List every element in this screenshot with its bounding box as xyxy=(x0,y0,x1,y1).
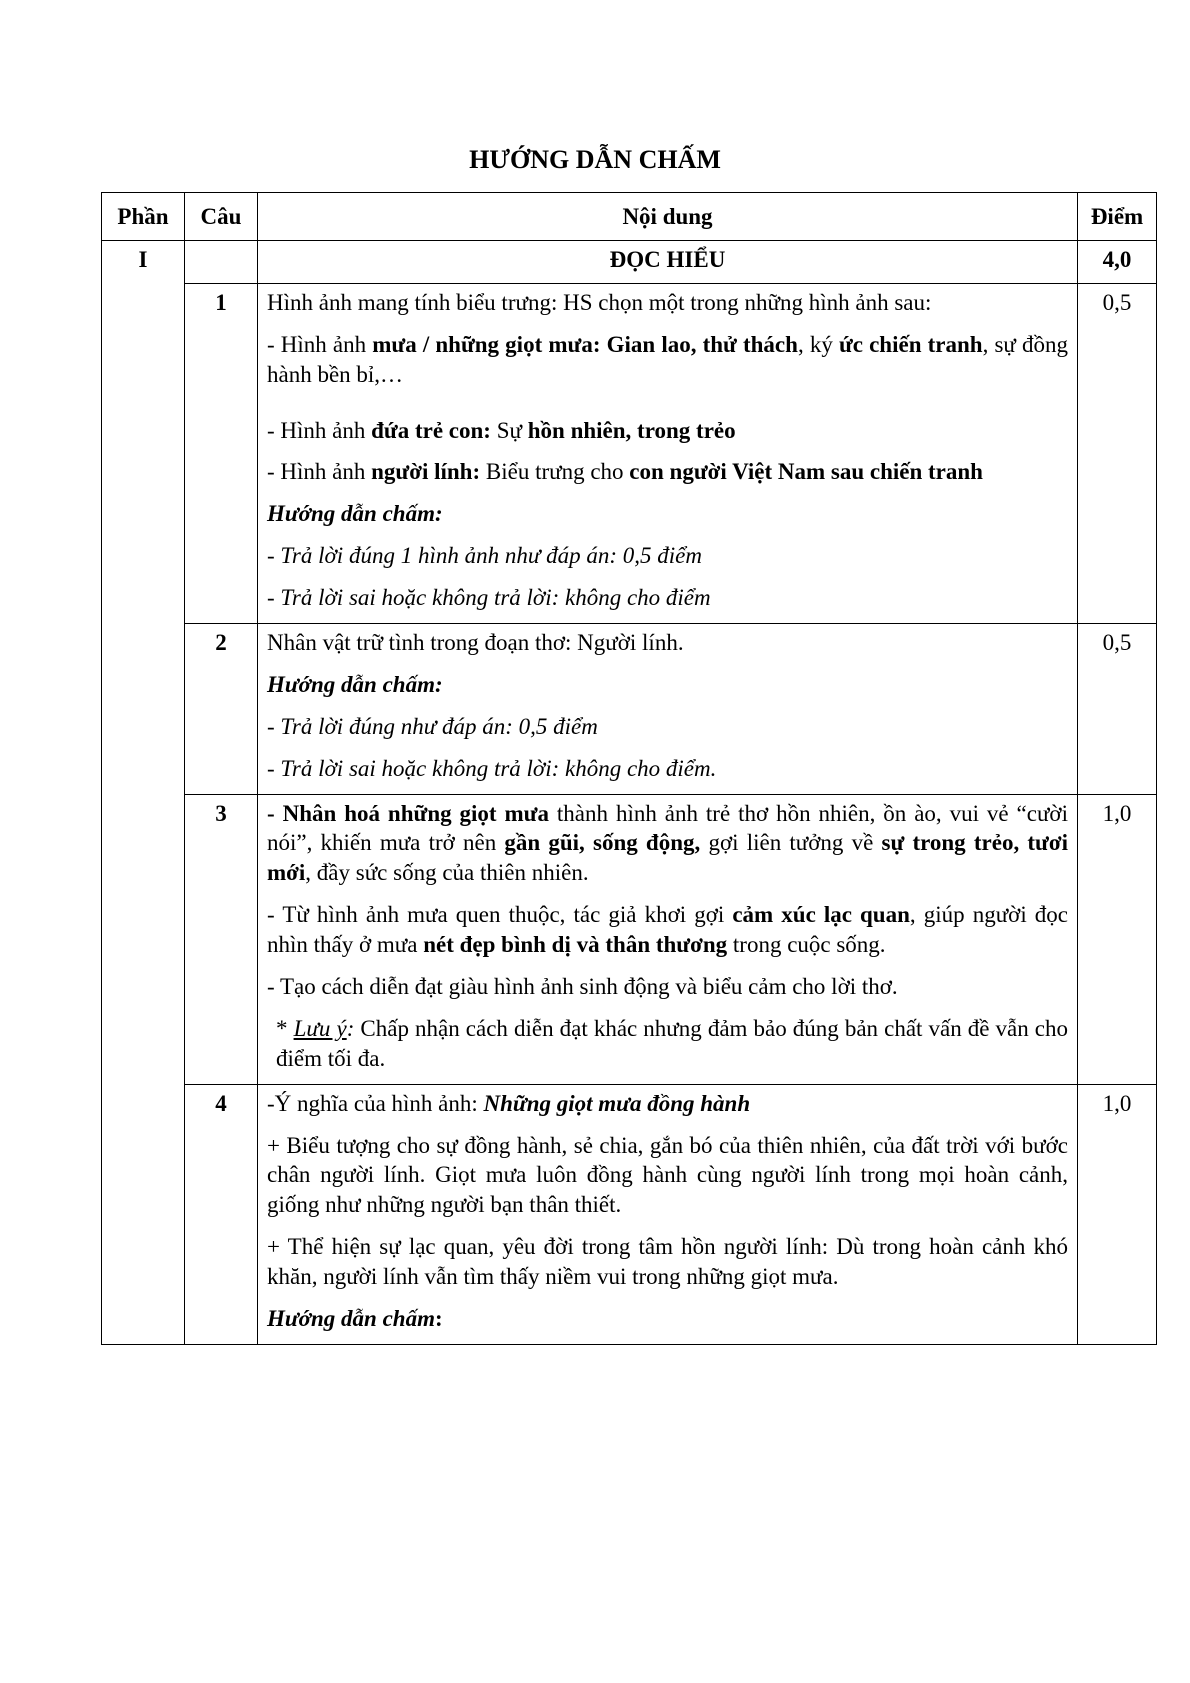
table-row-q1 xyxy=(102,283,1157,623)
table-row-q3 xyxy=(102,794,1157,1084)
q1-guide-2: - Trả lời sai hoặc không trả lời: không cho điểm xyxy=(267,585,711,611)
q3-content xyxy=(258,794,1078,1084)
section-cau-empty xyxy=(185,241,258,284)
q3-point-2: - Từ hình ảnh mưa quen thuộc, tác giả khơi gợi cảm xúc lạc quan, giúp người đọc nhìn thấy ở mưa nét đẹp bình dị và thân thương trong cuộc sống. xyxy=(267,902,1068,958)
q1-number: 1 xyxy=(185,283,258,623)
q1-score: 0,5 xyxy=(1078,283,1157,623)
section-diem: 4,0 xyxy=(1078,241,1157,284)
q2-guide-1: - Trả lời đúng như đáp án: 0,5 điểm xyxy=(267,713,598,739)
table-row-q4 xyxy=(102,1084,1157,1344)
section-row xyxy=(102,241,1157,284)
page-title: HƯỚNG DẪN CHẤM xyxy=(469,145,721,174)
q4-content xyxy=(258,1084,1078,1344)
q1-bullet-soldier: - Hình ảnh người lính: Biểu trưng cho con người Việt Nam sau chiến tranh xyxy=(267,459,983,485)
q3-note: * Lưu ý: Chấp nhận cách diễn đạt khác nhưng đảm bảo đúng bản chất vấn đề vẫn cho điểm tối đa. xyxy=(276,1015,1069,1071)
q2-content xyxy=(258,624,1078,795)
section-phan: I xyxy=(102,241,185,1345)
q3-point-1: - Nhân hoá những giọt mưa thành hình ảnh trẻ thơ hồn nhiên, ồn ào, vui vẻ “cười nói”, khiến mưa trở nên gần gũi, sống động, gợi liên tưởng về sự trong trẻo, tươi mới, đầy sức sống của thiên nhiên. xyxy=(267,800,1068,886)
table-row-q2 xyxy=(102,624,1157,795)
q4-number: 4 xyxy=(185,1084,258,1344)
q1-content xyxy=(258,283,1078,623)
q2-number: 2 xyxy=(185,624,258,795)
q1-guide-1: - Trả lời đúng 1 hình ảnh như đáp án: 0,5 điểm xyxy=(267,543,702,569)
q4-point-1: + Biểu tượng cho sự đồng hành, sẻ chia, gắn bó của thiên nhiên, của đất trời với bước chân người lính. Giọt mưa luôn đồng hành cùng người lính trong mọi hoàn cảnh, giống như những người bạn thân thiết. xyxy=(267,1132,1068,1218)
q2-score: 0,5 xyxy=(1078,624,1157,795)
grading-table xyxy=(101,192,1157,1345)
q2-guide-heading: Hướng dẫn chấm: xyxy=(267,671,443,697)
q4-score: 1,0 xyxy=(1078,1084,1157,1344)
q1-intro: Hình ảnh mang tính biểu trưng: HS chọn một trong những hình ảnh sau: xyxy=(267,289,932,315)
q4-point-2: + Thể hiện sự lạc quan, yêu đời trong tâm hồn người lính: Dù trong hoàn cảnh khó khăn, người lính vẫn tìm thấy niềm vui trong những giọt mưa. xyxy=(267,1234,1068,1290)
header-noi-dung: Nội dung xyxy=(258,193,1078,241)
section-title: ĐỌC HIỂU xyxy=(258,241,1078,284)
header-cau: Câu xyxy=(185,193,258,241)
q3-number: 3 xyxy=(185,794,258,1084)
q1-bullet-child: - Hình ảnh đứa trẻ con: Sự hồn nhiên, trong trẻo xyxy=(267,417,736,443)
table-header-row xyxy=(102,193,1157,241)
q4-guide-heading: Hướng dẫn chấm: xyxy=(267,1306,443,1332)
header-diem: Điểm xyxy=(1078,193,1157,241)
q4-meaning: -Ý nghĩa của hình ảnh: Những giọt mưa đồng hành xyxy=(267,1090,751,1116)
q2-guide-2: - Trả lời sai hoặc không trả lời: không cho điểm. xyxy=(267,755,717,781)
q1-guide-heading: Hướng dẫn chấm: xyxy=(267,501,443,527)
q2-answer: Nhân vật trữ tình trong đoạn thơ: Người lính. xyxy=(267,630,684,656)
q1-bullet-rain: - Hình ảnh mưa / những giọt mưa: Gian lao, thử thách, ký ức chiến tranh, sự đồng hành bền bỉ,… xyxy=(267,331,1069,387)
q3-point-3: - Tạo cách diễn đạt giàu hình ảnh sinh động và biểu cảm cho lời thơ. xyxy=(267,974,898,1000)
header-phan: Phần xyxy=(102,193,185,241)
q3-score: 1,0 xyxy=(1078,794,1157,1084)
